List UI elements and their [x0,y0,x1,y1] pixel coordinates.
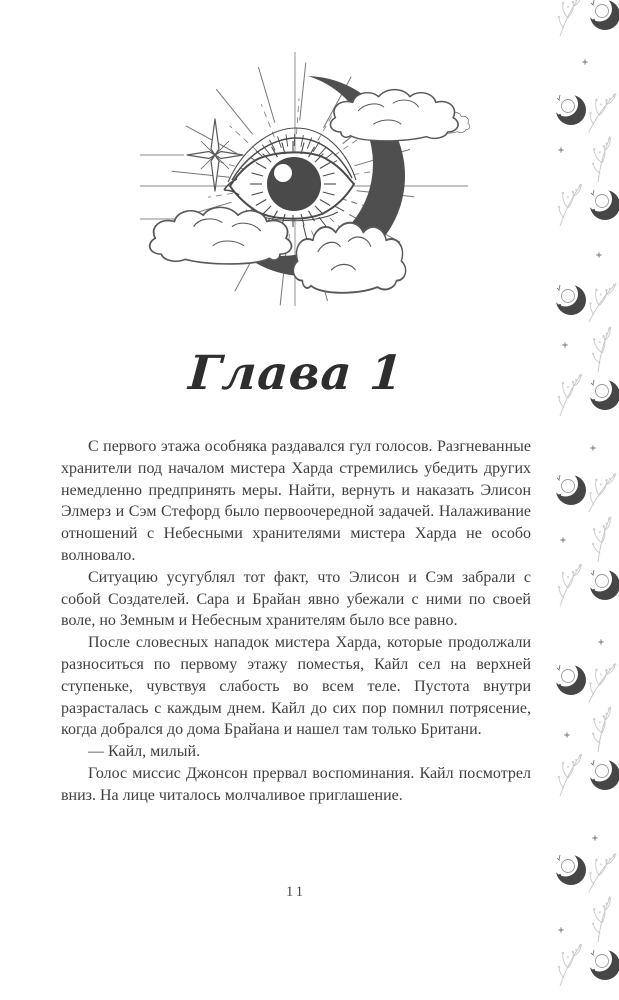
paragraph: Голос миссис Джонсон прервал воспоминания. Кайл посмотрел вниз. На лице читалось молчаливое приглашение. [61,764,531,804]
chapter-title: Глава 1 [186,346,406,401]
decorative-border-pattern [555,0,619,1000]
paragraph: Ситуацию усугублял тот факт, что Элисон и Сэм забрали с собой Создателей. Сара и Брайан явно убежали с ними по своей воле, но Земным и Небесным хранителям было все равно. [61,568,531,630]
dialogue-line: — Кайл, милый. [88,743,201,761]
moon-eye-illustration [138,34,472,318]
paragraph: После словесных нападок мистера Харда, которые продолжали разноситься по первому этажу поместья, Кайл сел на верхней ступеньке, чувствуя слабость во всем теле. Пустота внутри разрасталась с каждым днем. Кайл до сих пор помнил потрясение, когда добрался до дома Брайана и нашел там только Британи. [61,634,531,739]
page-number: 11 [286,884,306,900]
body-text [61,436,531,807]
paragraph: С первого этажа особняка раздавался гул голосов. Разгневанные хранители под началом мистера Харда стремились убедить других немедленно предпринять меры. Найти, вернуть и наказать Элисон Элмерз и Сэм Стефорд было первоочередной задачей. Налаживание отношений с Небесными хранителями мистера Харда не особо волновало. [61,438,531,564]
